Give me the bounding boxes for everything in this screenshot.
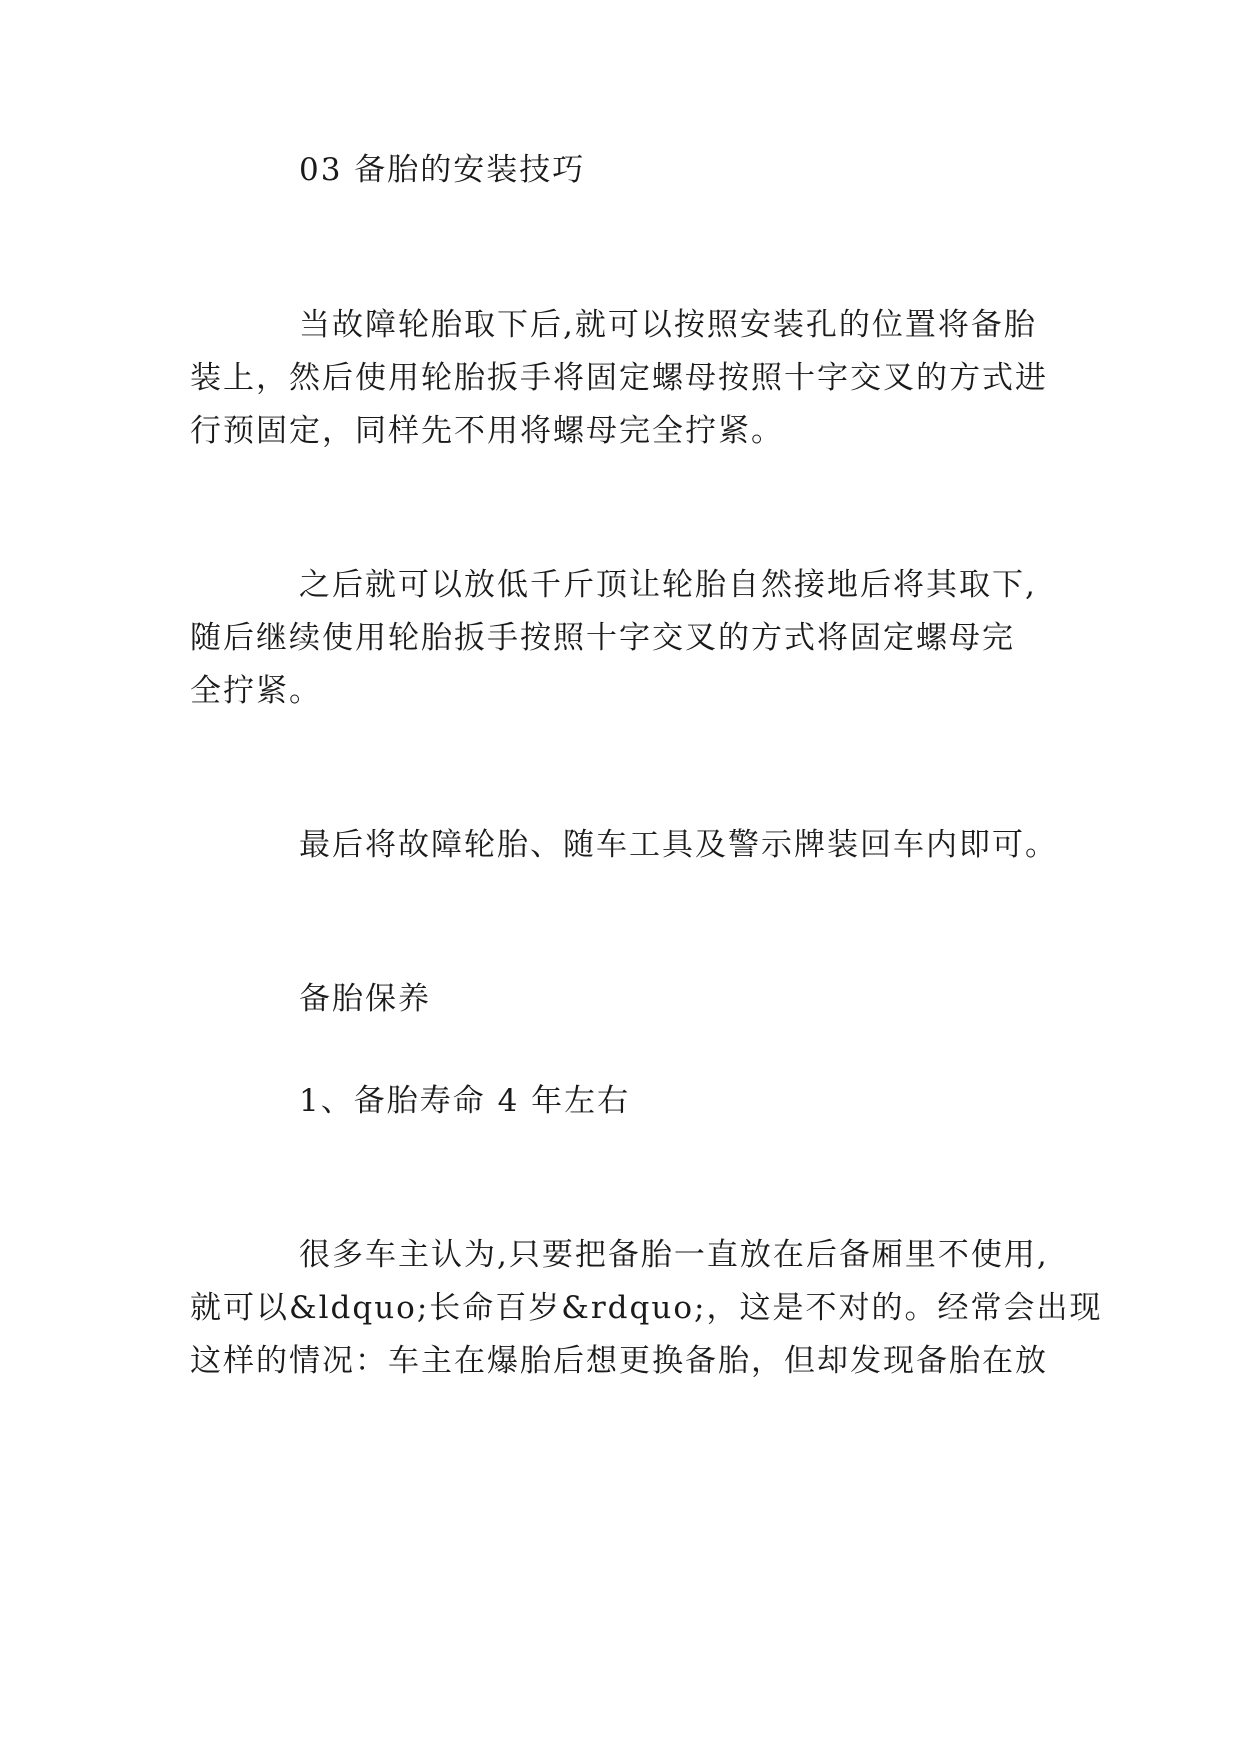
paragraph-2-line-3: 全拧紧。 <box>190 673 322 709</box>
paragraph-1-line-1: 当故障轮胎取下后,就可以按照安装孔的位置将备胎 <box>299 307 1037 343</box>
paragraph-3-line-1: 最后将故障轮胎、随车工具及警示牌装回车内即可。 <box>299 827 1058 863</box>
subheading-maintenance: 备胎保养 <box>299 981 431 1017</box>
paragraph-4-line-2: 就可以&ldquo;长命百岁&rdquo;，这是不对的。经常会出现 <box>190 1290 1103 1326</box>
paragraph-2-line-2: 随后继续使用轮胎扳手按照十字交叉的方式将固定螺母完 <box>190 620 1015 656</box>
paragraph-4-line-3: 这样的情况：车主在爆胎后想更换备胎，但却发现备胎在放 <box>190 1343 1048 1379</box>
section-heading: 03 备胎的安装技巧 <box>299 152 586 188</box>
paragraph-4-line-1: 很多车主认为,只要把备胎一直放在后备厢里不使用, <box>299 1237 1049 1273</box>
item-1-heading: 1、备胎寿命 4 年左右 <box>299 1083 631 1119</box>
paragraph-1-line-3: 行预固定，同样先不用将螺母完全拧紧。 <box>190 413 784 449</box>
paragraph-1-line-2: 装上，然后使用轮胎扳手将固定螺母按照十字交叉的方式进 <box>190 360 1048 396</box>
paragraph-2-line-1: 之后就可以放低千斤顶让轮胎自然接地后将其取下, <box>299 567 1037 603</box>
